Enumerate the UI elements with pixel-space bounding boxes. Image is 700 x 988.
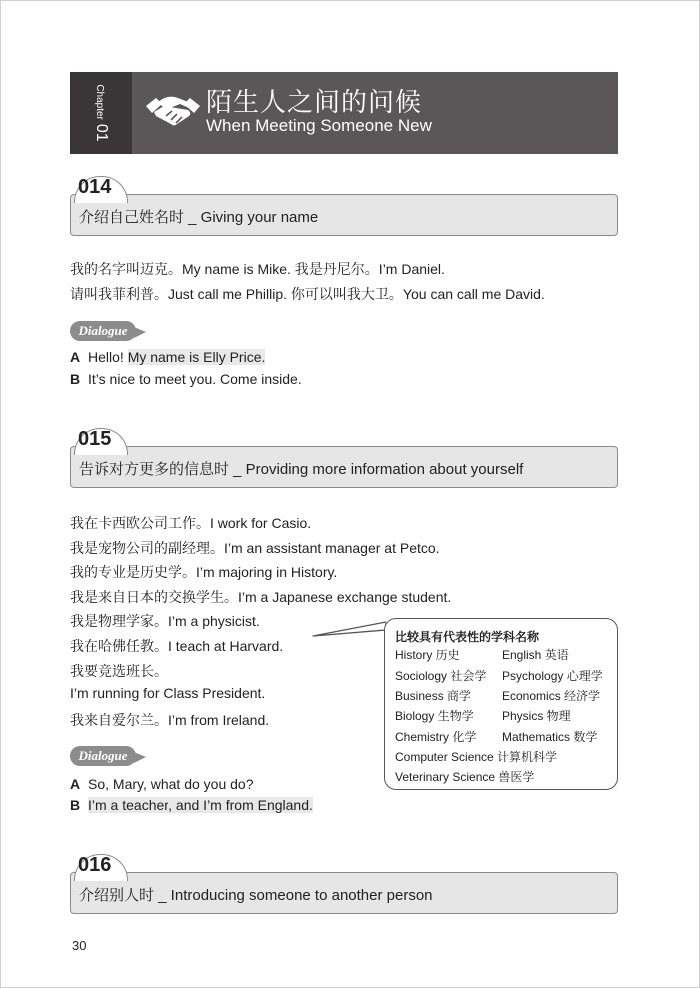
dialogue-text: So, Mary, what do you do? xyxy=(88,776,254,792)
dialogue-text: It’s nice to meet you. Come inside. xyxy=(88,371,302,387)
speaker: B xyxy=(70,371,81,387)
section-title-bar xyxy=(70,872,618,914)
dialogue-text: Hello! xyxy=(88,349,128,365)
dialogue-badge-label: Dialogue xyxy=(70,746,136,766)
subject-item: Sociology 社会学 xyxy=(395,669,487,683)
section-number: 015 xyxy=(78,428,112,450)
section-title-bar xyxy=(70,446,618,488)
section-number: 014 xyxy=(78,176,112,198)
section-title-bar xyxy=(70,194,618,236)
callout-pointer xyxy=(312,618,386,642)
phrase-line: 我是物理学家。I’m a physicist. xyxy=(70,613,260,629)
section-number: 016 xyxy=(78,854,112,876)
chapter-title-en: When Meeting Someone New xyxy=(206,116,432,135)
phrase-line: 我的专业是历史学。I’m majoring in History. xyxy=(70,564,338,580)
section-title: 介绍自己姓名时 _ Giving your name xyxy=(79,209,319,226)
phrase-line: 请叫我菲利普。Just call me Phillip. 你可以叫我大卫。You can call me David. xyxy=(70,286,545,302)
page-number: 30 xyxy=(72,938,87,953)
subject-item: Economics 经济学 xyxy=(502,689,601,703)
speaker: A xyxy=(70,349,81,365)
phrase-line: 我要竞选班长。 xyxy=(70,663,168,679)
section-title: 告诉对方更多的信息时 _ Providing more information about yourself xyxy=(79,461,524,478)
subject-item: Chemistry 化学 xyxy=(395,730,477,744)
phrase-line: 我在卡西欧公司工作。I work for Casio. xyxy=(70,515,312,531)
speaker: B xyxy=(70,797,81,813)
dialogue-line xyxy=(70,797,313,813)
section-title: 介绍别人时 _ Introducing someone to another person xyxy=(79,887,433,904)
subjects-title: 比较具有代表性的学科名称 xyxy=(395,630,540,644)
phrase-line: 我来自爱尔兰。I’m from Ireland. xyxy=(70,712,270,728)
dialogue-highlight: I’m a teacher xyxy=(88,797,169,813)
dialogue-highlight: My name is Elly Price. xyxy=(127,349,266,365)
subject-item: Physics 物理 xyxy=(502,709,571,723)
chapter-word: Chapter xyxy=(94,84,105,120)
dialogue-line xyxy=(70,349,265,365)
subject-item: Veterinary Science 兽医学 xyxy=(395,770,535,784)
dialogue-line xyxy=(70,776,254,792)
subject-item: Biology 生物学 xyxy=(395,709,474,723)
subject-item: Computer Science 计算机科学 xyxy=(395,750,558,764)
phrase-line: 我是宠物公司的副经理。I’m an assistant manager at Petco. xyxy=(70,540,440,556)
chapter-label xyxy=(92,84,110,141)
dialogue-badge xyxy=(70,746,150,768)
phrase-line: 我在哈佛任教。I teach at Harvard. xyxy=(70,638,284,654)
chapter-tab xyxy=(70,72,132,154)
dialogue-line xyxy=(70,371,302,387)
subjects-callout xyxy=(384,618,618,790)
speaker: A xyxy=(70,776,81,792)
chapter-number: 01 xyxy=(93,123,110,142)
subject-item: English 英语 xyxy=(502,648,569,662)
subject-item: Psychology 心理学 xyxy=(502,669,603,683)
dialogue-text: , and I’m from England. xyxy=(168,797,313,813)
subject-item: History 历史 xyxy=(395,648,460,662)
dialogue-badge xyxy=(70,321,150,343)
handshake-icon xyxy=(144,86,202,132)
subject-item: Mathematics 数学 xyxy=(502,730,598,744)
phrase-line: 我的名字叫迈克。My name is Mike. 我是丹尼尔。I’m Daniel. xyxy=(70,261,445,277)
chapter-header xyxy=(70,72,618,154)
phrase-line: 我是来自日本的交换学生。I’m a Japanese exchange student. xyxy=(70,589,452,605)
phrase-line: I’m running for Class President. xyxy=(70,685,266,701)
subject-item: Business 商学 xyxy=(395,689,472,703)
chapter-title-zh: 陌生人之间的问候 xyxy=(206,87,423,117)
dialogue-badge-label: Dialogue xyxy=(70,321,136,341)
